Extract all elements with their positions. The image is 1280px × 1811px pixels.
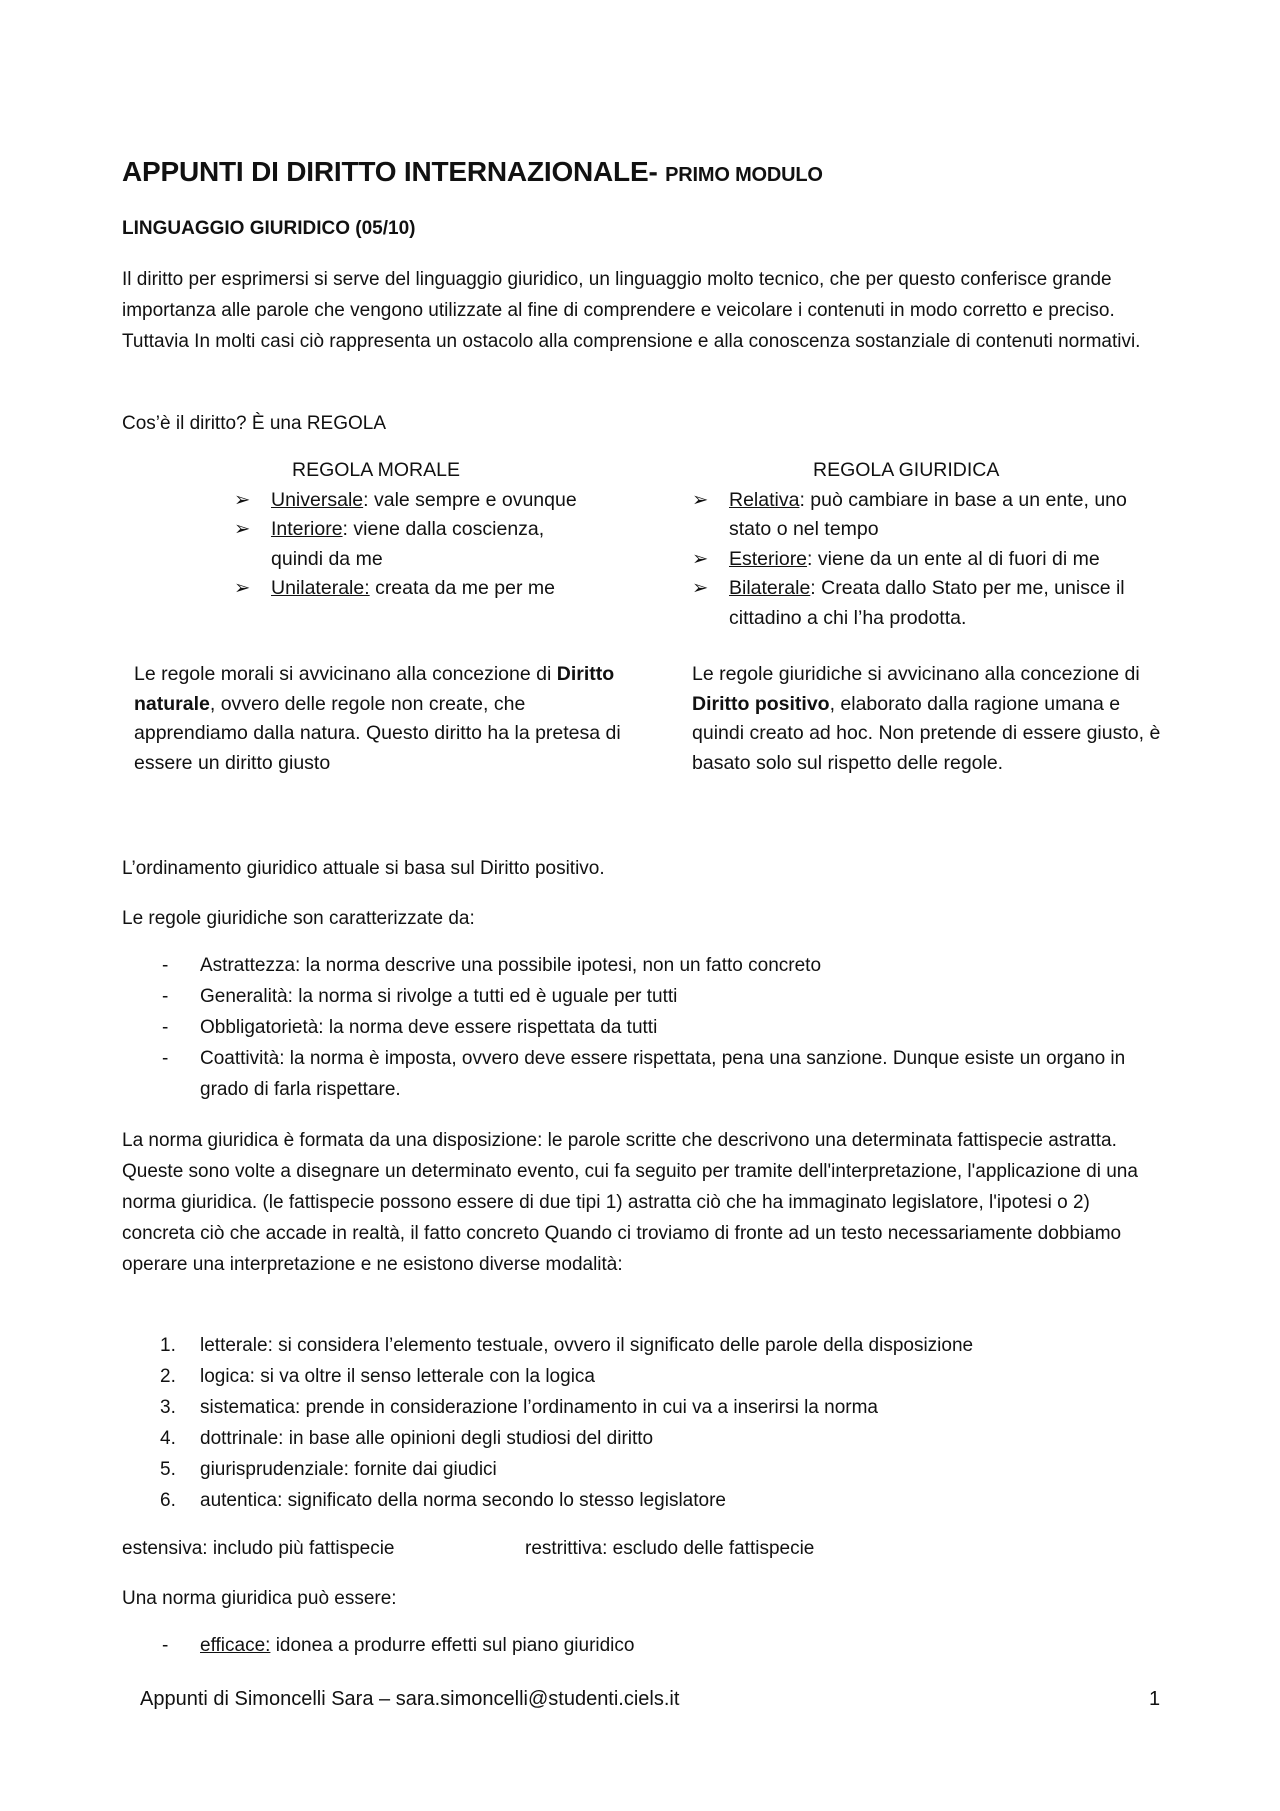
dash-bullet: - — [162, 1048, 169, 1069]
term-desc: vale sempre e ovunque — [373, 488, 577, 511]
list-item: ➢ Interiore: viene dalla coscienza, quindi da me — [234, 515, 571, 574]
dash-bullet: - — [162, 955, 169, 976]
title-main: APPUNTI DI DIRITTO INTERNAZIONALE- — [122, 156, 666, 187]
list-item: 6. autentica: significato della norma secondo lo stesso legislatore — [160, 1490, 726, 1511]
term-desc: può cambiare in base a un ente, uno stato o nel tempo — [729, 488, 1127, 540]
term: Interiore — [271, 518, 343, 540]
arrow-bullet-icon: ➢ — [234, 518, 251, 540]
list-item: ➢ Esteriore: viene da un ente al di fuori di me — [692, 545, 1162, 575]
list-item: - Generalità: la norma si rivolge a tutti ed è uguale per tutti — [122, 981, 1167, 1012]
norma-types-list — [122, 1630, 634, 1661]
document-title — [122, 156, 823, 188]
regola-giuridica-list — [692, 486, 1162, 634]
regola-morale-column — [234, 456, 754, 604]
section-heading: LINGUAGGIO GIURIDICO (05/10) — [122, 218, 416, 239]
regola-giuridica-column — [692, 456, 1162, 633]
term-desc: Creata dallo Stato per me, unisce il cittadino a chi l’ha prodotta. — [729, 577, 1125, 629]
interpretazioni-list — [122, 1330, 1167, 1516]
page-footer: Appunti di Simoncelli Sara – sara.simoncelli@studenti.ciels.it — [140, 1688, 680, 1710]
term: Relativa — [729, 488, 800, 511]
list-item: 5. giurisprudenziale: fornite dai giudici — [160, 1459, 497, 1480]
list-item: 4. dottrinale: in base alle opinioni degli studiosi del diritto — [160, 1428, 654, 1449]
term-desc: viene da un ente al di fuori di me — [817, 547, 1100, 570]
arrow-bullet-icon: ➢ — [692, 547, 709, 570]
term: Unilaterale: — [271, 577, 370, 599]
arrow-bullet-icon: ➢ — [692, 488, 709, 511]
list-item: 1. letterale: si considera l’elemento testuale, ovvero il significato delle parole della disposizione — [160, 1335, 974, 1356]
term: efficace: — [200, 1635, 271, 1656]
diritto-positivo-term: Diritto positivo — [692, 692, 830, 715]
diritto-naturale-note: Le regole morali si avvicinano alla concezione di Diritto naturale, ovvero delle regole non create, che apprendiamo dalla natura. Questo diritto ha la pretesa di essere un diritto giusto — [134, 663, 621, 774]
list-item: ➢ Universale: vale sempre e ovunque — [234, 486, 754, 516]
list-item: - Coattività: la norma è imposta, ovvero deve essere rispettata, pena una sanzione. Dunque esiste un organo in grado di farla rispettare. — [122, 1043, 1167, 1105]
term-desc: viene dalla coscienza, quindi da me — [271, 518, 545, 570]
regola-morale-list — [234, 486, 754, 604]
list-item: ➢ Relativa: può cambiare in base a un ente, uno stato o nel tempo — [692, 486, 1139, 545]
term-desc: creata da me per me — [375, 577, 555, 599]
page-number: 1 — [1149, 1688, 1161, 1710]
norma-puo-intro: Una norma giuridica può essere: — [122, 1588, 397, 1609]
caratteristiche-intro: Le regole giuridiche son caratterizzate da: — [122, 908, 475, 929]
dash-bullet: - — [162, 1635, 169, 1656]
term: Esteriore — [729, 547, 808, 570]
caratteristiche-list — [122, 950, 1167, 1105]
list-item: - Astrattezza: la norma descrive una possibile ipotesi, non un fatto concreto — [122, 950, 1167, 981]
title-sub: PRIMO MODULO — [665, 164, 823, 186]
term: Universale — [271, 488, 364, 511]
arrow-bullet-icon: ➢ — [234, 488, 251, 511]
list-item: 2. logica: si va oltre il senso letterale con la logica — [160, 1366, 595, 1387]
dash-bullet: - — [162, 1017, 169, 1038]
regola-giuridica-heading: REGOLA GIURIDICA — [813, 459, 1000, 481]
diritto-naturale-term: Diritto naturale — [134, 663, 615, 715]
list-item: ➢ Bilaterale: Creata dallo Stato per me, unisce il cittadino a chi l’ha prodotta. — [692, 574, 1129, 633]
dash-bullet: - — [162, 986, 169, 1007]
question-line: Cos’è il diritto? È una REGOLA — [122, 413, 387, 434]
list-item: 3. sistematica: prende in considerazione l’ordinamento in cui va a inserirsi la norma — [160, 1397, 878, 1418]
arrow-bullet-icon: ➢ — [234, 577, 251, 599]
diritto-positivo-note: Le regole giuridiche si avvicinano alla concezione di Diritto positivo, elaborato dalla ragione umana e quindi creato ad hoc. Non pretende di essere giusto, è basato solo sul rispetto delle regole. — [692, 663, 1161, 774]
norma-paragraph: La norma giuridica è formata da una disposizione: le parole scritte che descrivono una determinata fattispecie astratta. Queste sono volte a disegnare un determinato evento, cui fa seguito per tramite dell'interpretazione, l'applicazione di una norma giuridica. (le fattispecie possono essere di due tipi 1) astratta ciò che ha immaginato legislatore, l'ipotesi o 2) concreta ciò che accade in realtà, il fatto concreto Quando ci troviamo di fronte ad un testo necessariamente dobbiamo operare una interpretazione e ne esistono diverse modalità: — [122, 1130, 1138, 1275]
estensiva-text: estensiva: includo più fattispecie — [122, 1538, 395, 1559]
list-item: - efficace: idonea a produrre effetti sul piano giuridico — [122, 1630, 634, 1661]
term: Bilaterale — [729, 577, 811, 599]
list-item — [234, 574, 754, 604]
restrittiva-text: restrittiva: escludo delle fattispecie — [525, 1538, 815, 1559]
ordinamento-line: L’ordinamento giuridico attuale si basa sul Diritto positivo. — [122, 858, 605, 879]
list-item: - Obbligatorietà: la norma deve essere rispettata da tutti — [122, 1012, 1167, 1043]
arrow-bullet-icon: ➢ — [692, 577, 709, 599]
regola-morale-heading: REGOLA MORALE — [292, 459, 460, 481]
intro-paragraph: Il diritto per esprimersi si serve del linguaggio giuridico, un linguaggio molto tecnico, che per questo conferisce grande importanza alle parole che vengono utilizzate al fine di comprendere e veicolare i contenuti in modo corretto e preciso. Tuttavia In molti casi ciò rappresenta un ostacolo alla comprensione e alla conoscenza sostanziale di contenuti normativi. — [122, 269, 1141, 352]
